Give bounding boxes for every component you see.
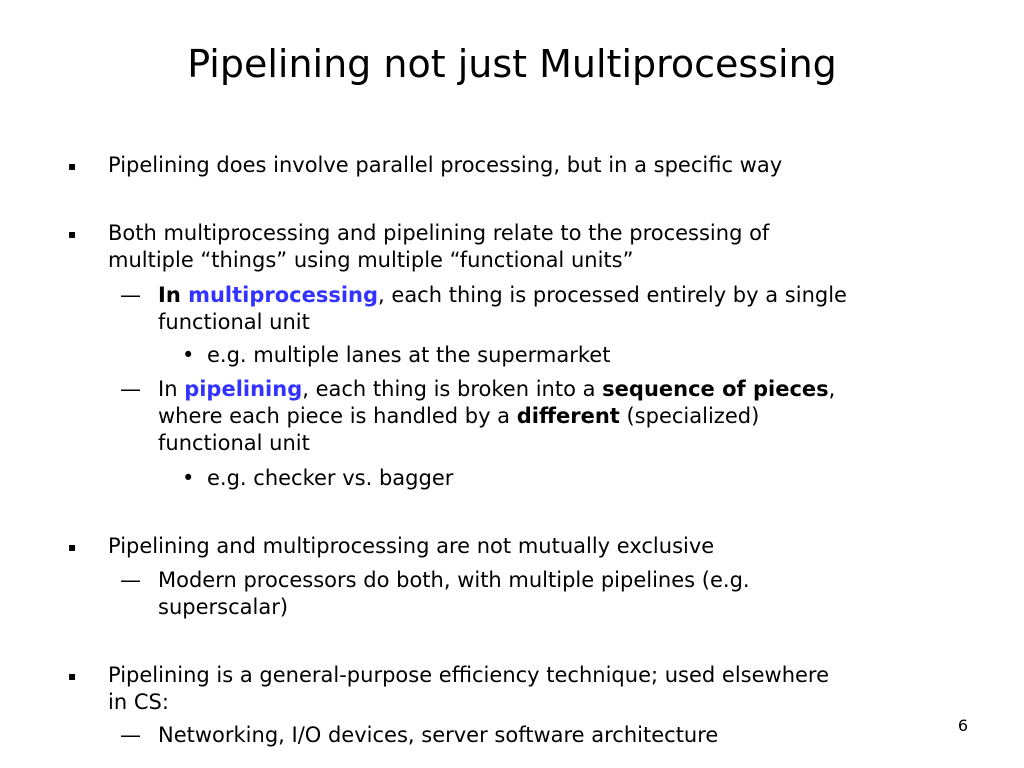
sub-multiprocessing-line-2: functional unit xyxy=(158,310,310,334)
bullet-3-text: Pipelining and multiprocessing are not mutually exclusive xyxy=(108,534,715,558)
pipelining-term: pipelining xyxy=(184,377,303,401)
dot-bullet-icon: • xyxy=(182,466,195,490)
dot-bullet-icon: • xyxy=(182,343,195,367)
bullet-2-line-1: Both multiprocessing and pipelining relate to the processing of xyxy=(108,221,770,245)
example-checker: e.g. checker vs. bagger xyxy=(207,466,454,490)
bullet-1-text: Pipelining does involve parallel processing, but in a specific way xyxy=(108,153,783,177)
square-bullet-icon: ▪ xyxy=(68,540,77,554)
sub-multiprocessing-line-1 xyxy=(158,282,958,309)
bullet-2-line-2: multiple “things” using multiple “functional units” xyxy=(108,248,634,272)
dash-bullet-icon: — xyxy=(120,568,141,592)
in-label: In xyxy=(158,283,189,307)
dash-bullet-icon: — xyxy=(120,283,141,307)
sub-networking: Networking, I/O devices, server software architecture xyxy=(158,723,719,747)
square-bullet-icon: ▪ xyxy=(68,159,77,173)
different-term: different xyxy=(516,404,620,428)
in-label: In xyxy=(158,377,185,401)
bullet-4-line-2: in CS: xyxy=(108,690,169,714)
pipelining-desc-2: where each piece is handled by a xyxy=(158,404,517,428)
dash-bullet-icon: — xyxy=(120,723,141,747)
square-bullet-icon: ▪ xyxy=(68,669,77,683)
example-supermarket: e.g. multiple lanes at the supermarket xyxy=(207,343,611,367)
pipelining-desc: , each thing is broken into a xyxy=(302,377,603,401)
sub-modern-line-1: Modern processors do both, with multiple pipelines (e.g. xyxy=(158,568,750,592)
square-bullet-icon: ▪ xyxy=(68,227,77,241)
multiprocessing-desc: , each thing is processed entirely by a single xyxy=(378,283,847,307)
page-number: 6 xyxy=(957,716,968,735)
specialized-text: (specialized) xyxy=(619,404,760,428)
sequence-of-pieces-term: sequence of pieces xyxy=(602,377,829,401)
sub-pipelining-line-2 xyxy=(158,403,958,430)
slide-title: Pipelining not just Multiprocessing xyxy=(187,42,837,86)
sub-pipelining-line-1 xyxy=(158,376,958,403)
sub-modern-line-2: superscalar) xyxy=(158,595,289,619)
multiprocessing-term: multiprocessing xyxy=(188,283,379,307)
dash-bullet-icon: — xyxy=(120,377,141,401)
bullet-4-line-1: Pipelining is a general-purpose efficiency technique; used elsewhere xyxy=(108,663,830,687)
sub-pipelining-line-3: functional unit xyxy=(158,431,310,455)
comma: , xyxy=(828,377,836,401)
